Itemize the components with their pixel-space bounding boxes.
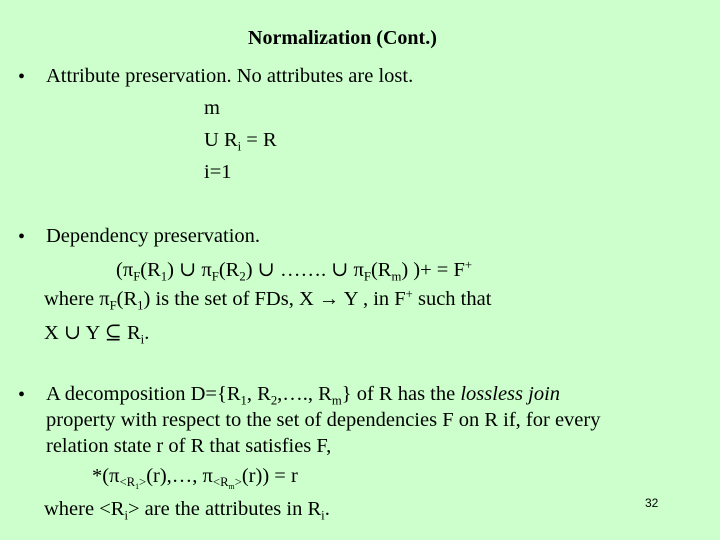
bullet-dot: •	[18, 66, 26, 88]
lossless-join-term: lossless join	[460, 383, 561, 405]
union-symbol: U	[204, 129, 219, 151]
decomposition-line: A decomposition $D=\{R_1$, $R_2,\dots$., $R_m$} of R has the lossless join	[46, 383, 561, 408]
subscript-i: i	[237, 139, 242, 154]
dependency-preservation-text: Dependency preservation.	[46, 225, 261, 247]
where-fds-line: where $\pi_F(R_1)$ is the set of FDs, X → Y , in F+ such that	[44, 287, 492, 313]
attribute-preservation-text: Attribute preservation. No attributes are lost.	[46, 65, 414, 87]
property-line: property with respect to the set of dependencies F on R if, for every	[46, 409, 601, 431]
union-upper-limit: m	[204, 97, 220, 119]
slide-title: Normalization (Cont.)	[248, 27, 437, 49]
lossless-formula: $*(\pi_{<R_1>}(r),\dots$, $\pi_{<R_m>}(r)) = r$	[92, 465, 298, 492]
subset-line: X ∪ Y ⊆ $R_i$.	[44, 322, 150, 347]
bullet-dot: •	[18, 384, 26, 406]
union-lower-limit: i=1	[204, 161, 232, 183]
union-formula	[204, 129, 277, 152]
equals-r: = R	[246, 129, 277, 151]
page-number: 32	[645, 496, 659, 510]
where-attributes-line: where $<R_i>$ are the attributes in $R_i$.	[44, 498, 330, 523]
relation-state-line: relation state r of R that satisfies F,	[46, 435, 332, 457]
projection-formula: ($\pi_F(R_1)$ ∪ $\pi_F(R_2)$ ∪ ……. ∪ $\pi_F(R_m)$ )+ = F+	[116, 258, 473, 284]
r-symbol: R	[223, 129, 238, 151]
bullet-dot: •	[18, 226, 26, 248]
